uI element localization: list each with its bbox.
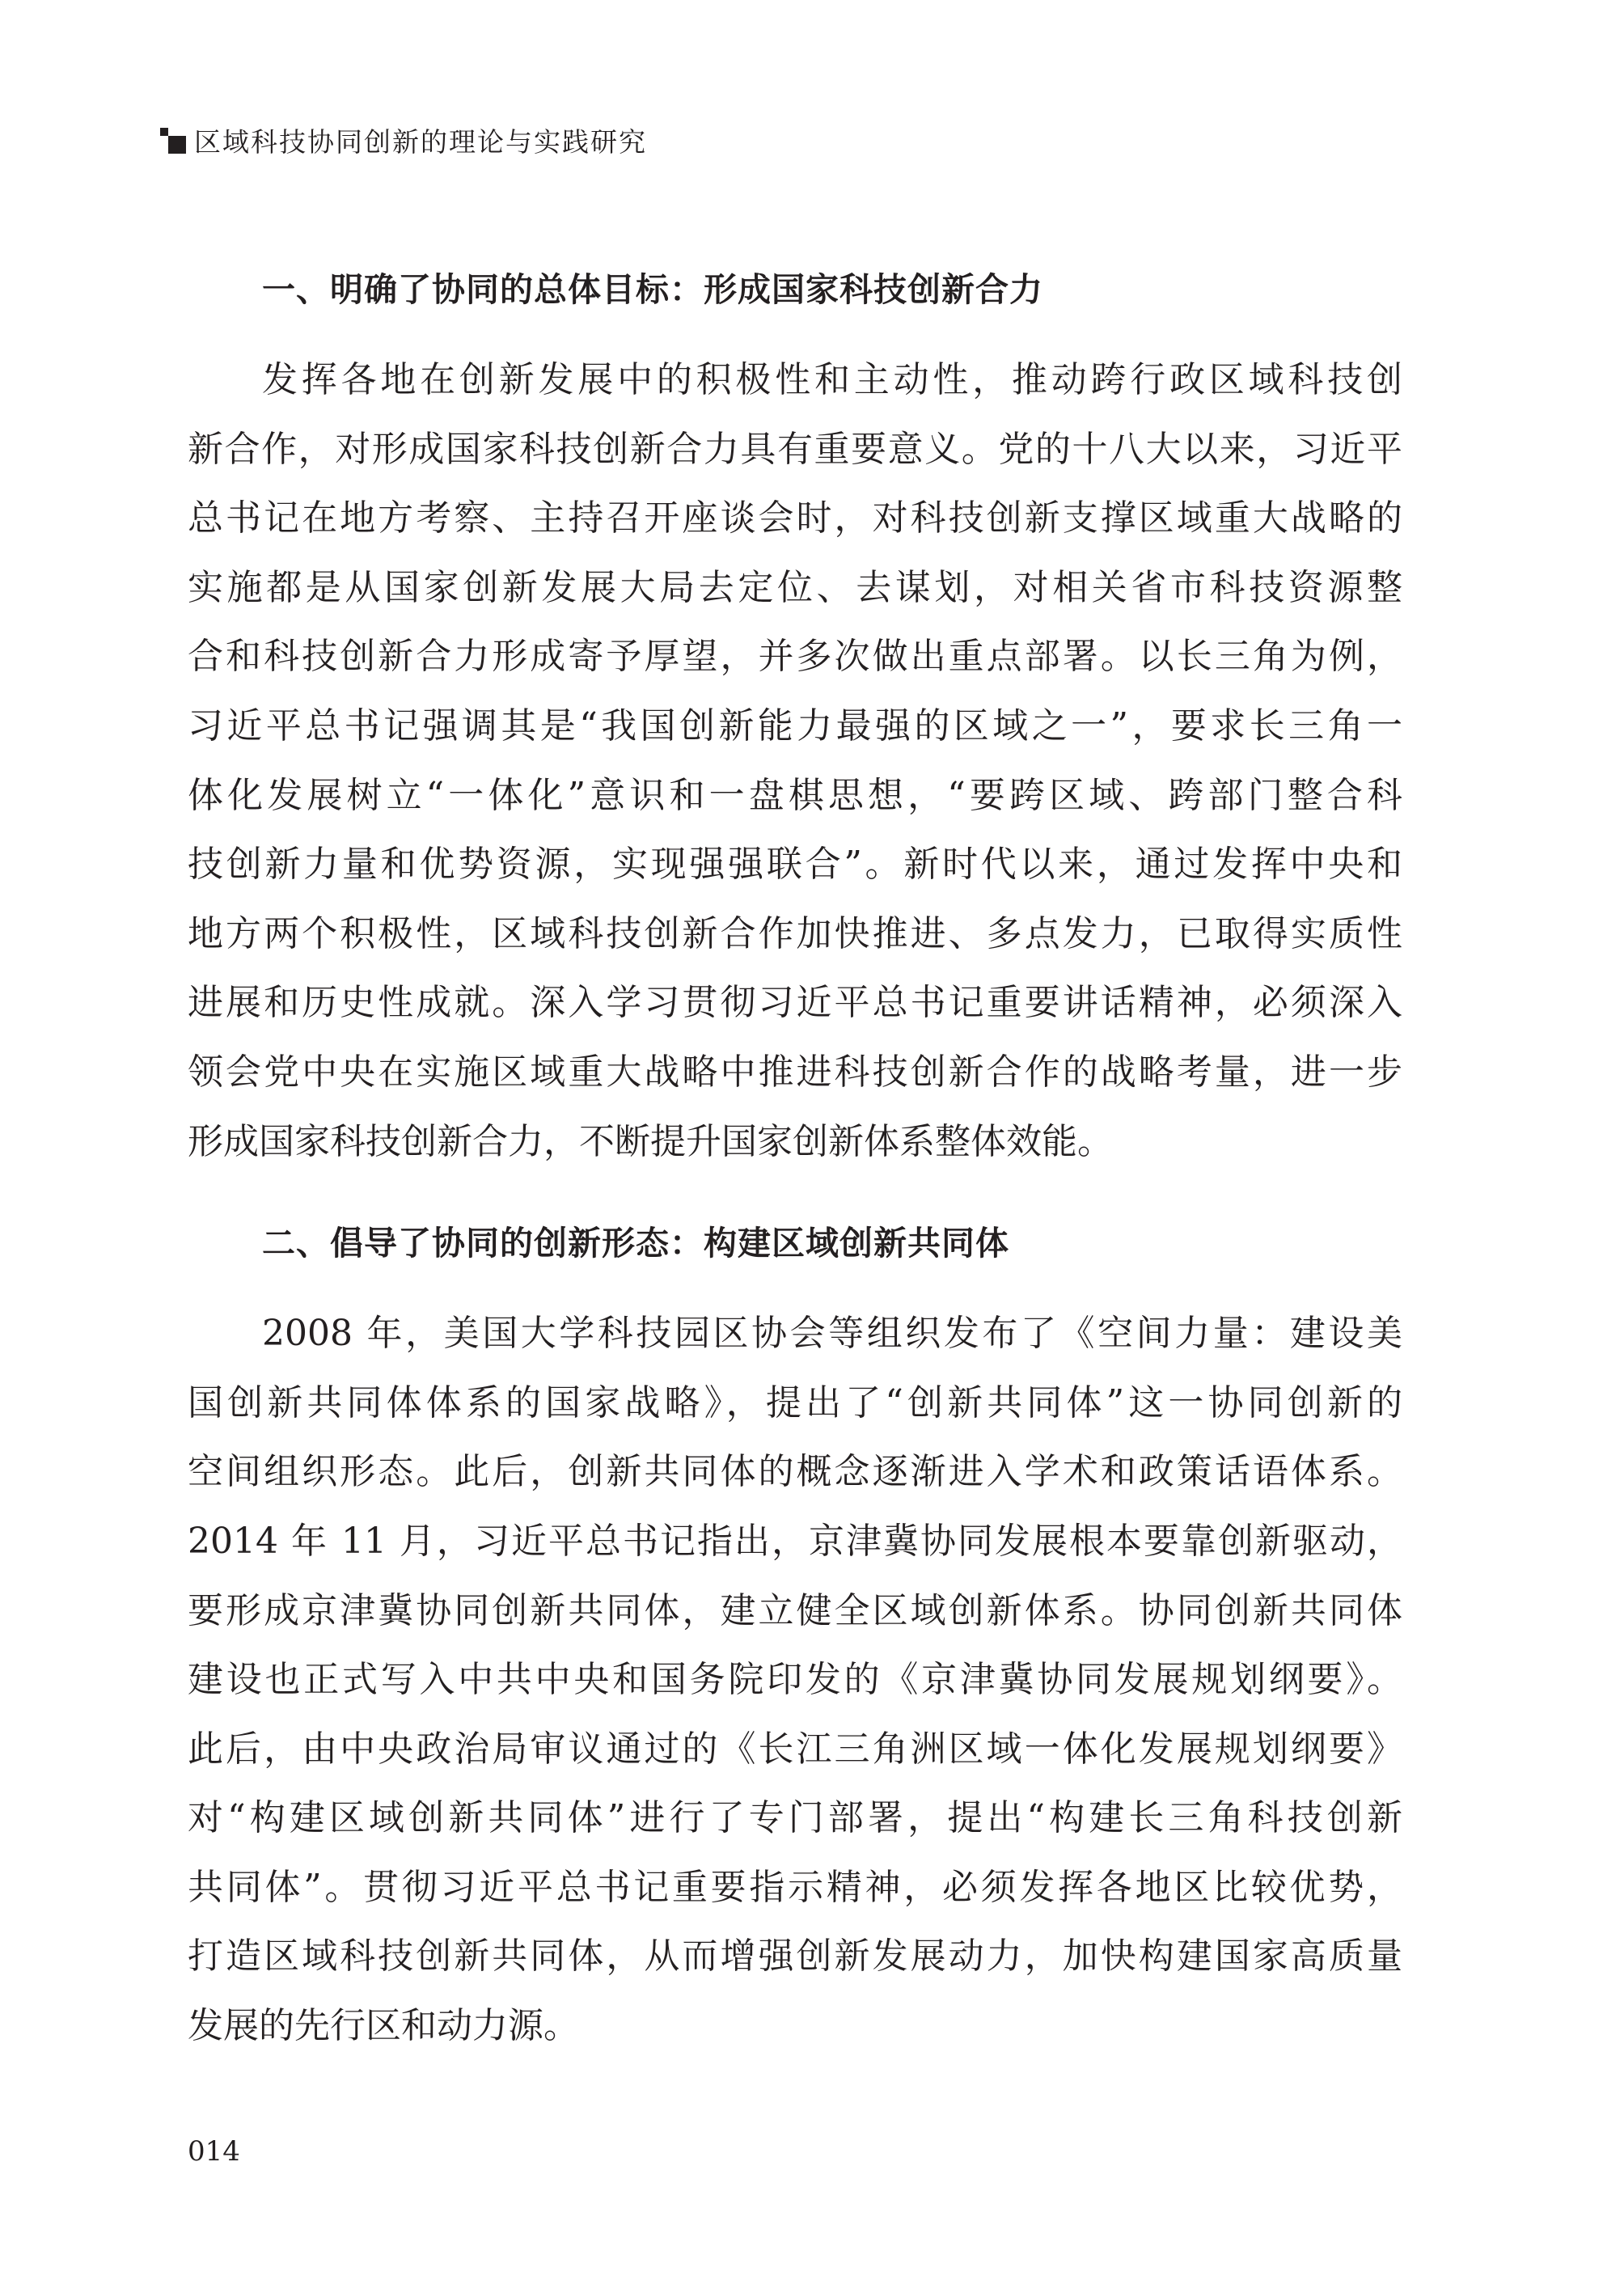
paragraph-line: 领会党中央在实施区域重大战略中推进科技创新合作的战略考量，进一步 (188, 1051, 1402, 1093)
paragraph-line: 空间组织形态。此后，创新共同体的概念逐渐进入学术和政策话语体系。 (188, 1451, 1402, 1493)
paragraph-line: 形成国家科技创新合力，不断提升国家创新体系整体效能。 (188, 1120, 1113, 1162)
page-body (188, 255, 1402, 2061)
paragraph-line: 发挥各地在创新发展中的积极性和主动性，推动跨行政区域科技创 (262, 359, 1402, 400)
paragraph-line: 共同体”。贯彻习近平总书记重要指示精神，必须发挥各地区比较优势， (188, 1866, 1402, 1908)
paragraph-line: 体化发展树立“一体化”意识和一盘棋思想，“要跨区域、跨部门整合科 (188, 774, 1402, 816)
paragraph-line: 要形成京津冀协同创新共同体，建立健全区域创新体系。协同创新共同体 (188, 1589, 1402, 1631)
paragraph-line: 实施都是从国家创新发展大局去定位、去谋划，对相关省市科技资源整 (188, 566, 1402, 608)
paragraph-line: 新合作，对形成国家科技创新合力具有重要意义。党的十八大以来，习近平 (188, 428, 1402, 470)
section-heading-1: 一、明确了协同的总体目标：形成国家科技创新合力 (262, 270, 1043, 309)
paragraph-line: 习近平总书记强调其是“我国创新能力最强的区域之一”，要求长三角一 (188, 704, 1402, 747)
paragraph-line: 此后，由中央政治局审议通过的《长江三角洲区域一体化发展规划纲要》 (188, 1728, 1402, 1770)
running-header (160, 120, 647, 160)
paragraph-line: 进展和历史性成就。深入学习贯彻习近平总书记重要讲话精神，必须深入 (188, 982, 1402, 1024)
paragraph-line: 总书记在地方考察、主持召开座谈会时，对科技创新支撑区域重大战略的 (188, 497, 1402, 539)
paragraph-line: 地方两个积极性，区域科技创新合作加快推进、多点发力，已取得实质性 (188, 912, 1402, 954)
section-paragraph-1 (188, 345, 1402, 1176)
paragraph-line: 合和科技创新合力形成寄予厚望，并多次做出重点部署。以长三角为例， (188, 636, 1402, 678)
page-number: 014 (188, 2135, 240, 2168)
section-paragraph-2 (188, 1299, 1402, 2061)
section-heading-2: 二、倡导了协同的创新形态：构建区域创新共同体 (262, 1224, 1009, 1263)
paragraph-line: 2014 年 11 月，习近平总书记指出，京津冀协同发展根本要靠创新驱动， (188, 1520, 1402, 1562)
paragraph-line: 技创新力量和优势资源，实现强强联合”。新时代以来，通过发挥中央和 (188, 844, 1402, 886)
paragraph-line: 发展的先行区和动力源。 (188, 2005, 579, 2047)
paragraph-line: 打造区域科技创新共同体，从而增强创新发展动力，加快构建国家高质量 (188, 1936, 1402, 1978)
paragraph-line: 对“构建区域创新共同体”进行了专门部署，提出“构建长三角科技创新 (188, 1797, 1402, 1839)
paragraph-line: 2008 年，美国大学科技园区协会等组织发布了《空间力量：建设美 (262, 1313, 1402, 1355)
book-title: 区域科技协同创新的理论与实践研究 (194, 125, 647, 158)
paragraph-line: 国创新共同体体系的国家战略》，提出了“创新共同体”这一协同创新的 (188, 1381, 1402, 1424)
paragraph-line: 建设也正式写入中共中央和国务院印发的《京津冀协同发展规划纲要》。 (188, 1659, 1402, 1701)
header-square-icon (160, 126, 188, 154)
